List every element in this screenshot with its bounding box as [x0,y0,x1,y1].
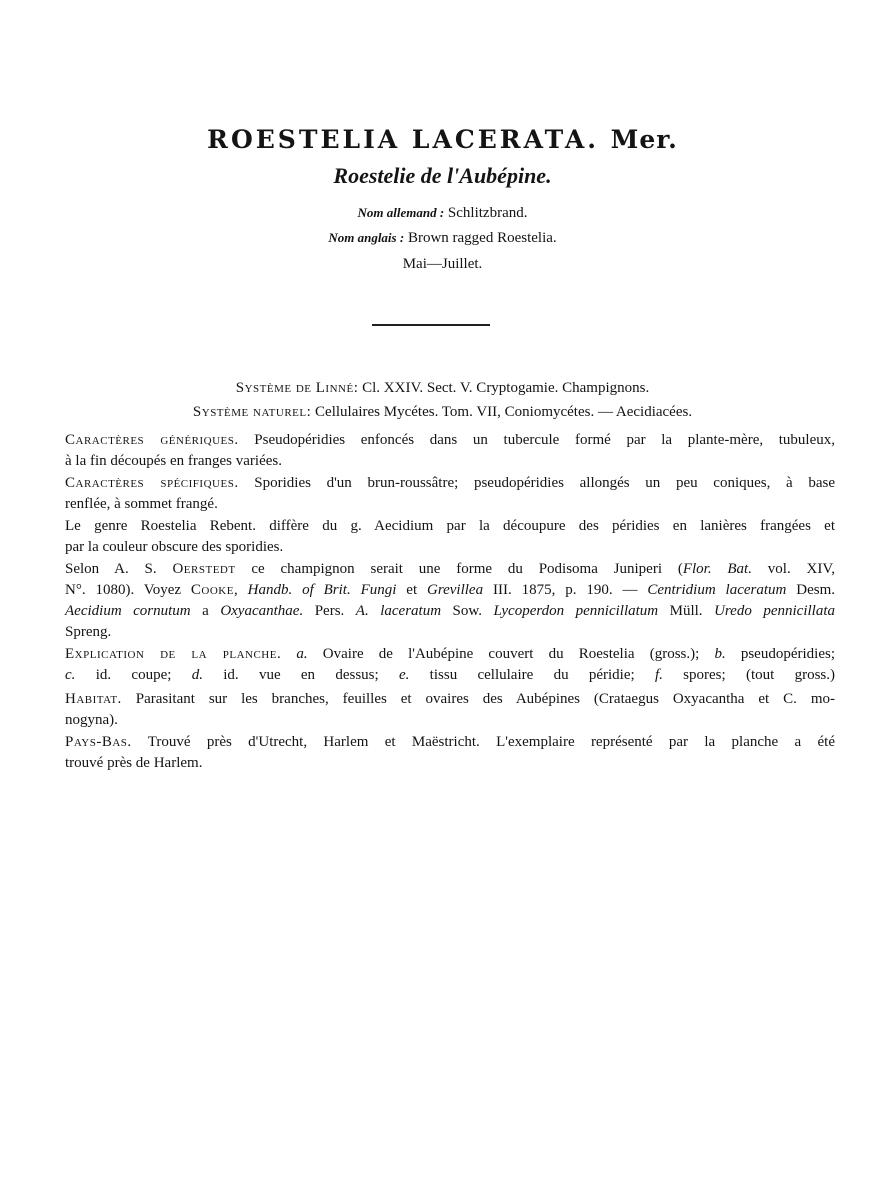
habitat-line-1 [65,689,835,710]
explication-line-1 [65,644,835,665]
explication-text: id. coupe; [75,667,192,683]
systeme-naturel-text: Cellulaires Mycétes. Tom. VII, Coniomycétes. — Aecidiacées. [315,404,693,420]
species-author: Mer. [610,125,678,154]
figure-letter: d. [191,667,203,683]
selon-paragraph [65,559,835,643]
figure-letter: f. [654,667,663,683]
generiques-label: Caractères génériques. [65,432,239,448]
selon-text: et [396,582,427,598]
explication-text: spores; (tout gross.) [662,667,835,683]
specifiques-text-1: Sporidies d'un brun-roussâtre; pseudopéridies allongés un peu coniques, à base [254,475,836,491]
systeme-naturel-line [0,404,885,421]
species-title [0,125,885,154]
synonym-aecidium-cornutum: Aecidium cornutum [65,603,191,619]
figure-letter: a. [296,646,308,662]
divider-rule [372,324,490,326]
selon-line-1 [65,559,835,580]
generiques-line-2: à la fin découpés en franges variées. [65,453,282,469]
specifiques-line-2: renflée, à sommet frangé. [65,496,218,512]
explication-paragraph [65,644,835,686]
german-name: Schlitzbrand. [447,205,528,221]
habitat-text-1: Parasitant sur les branches, feuilles et ovaires des Aubépines (Crataegus Oxyacantha et C. mo- [135,691,835,707]
pays-bas-text-1: Trouvé près d'Utrecht, Harlem et Maëstricht. L'exemplaire représenté par la planche a été [147,734,835,750]
genre-line-1: Le genre Roestelia Rebent. diffère du g. Aecidium par la découpure des péridies en lanières frangées et [65,518,835,534]
selon-text: a [190,603,221,619]
french-name: Roestelie de l'Aubépine. [333,163,552,188]
genre-paragraph [65,516,835,558]
selon-line-4: Spreng. [65,624,112,640]
explication-line-2 [65,665,835,686]
selon-text: ce champignon serait une forme du Podisoma Juniperi ( [235,561,683,577]
selon-text: Selon A. S. [65,561,173,577]
systeme-linne-text: Cl. XXIV. Sect. V. Cryptogamie. Champignons. [362,380,650,396]
synonym-oxyacanthae: Oxyacanthae. [220,603,304,619]
german-label: Nom allemand : [357,205,445,220]
selon-text: III. 1875, p. 190. — [483,582,648,598]
systeme-linne-line [0,380,885,397]
selon-text: Pers. [303,603,356,619]
figure-letter: b. [714,646,726,662]
explication-label: Explication de la planche. [65,646,282,662]
reference-handbook: Handb. of Brit. Fungi [247,582,397,598]
pays-bas-line-1 [65,732,835,753]
selon-text: Müll. [658,603,715,619]
systeme-linne-label: Système de Linné: [235,380,359,396]
explication-text: tissu cellulaire du péridie; [409,667,655,683]
author-oerstedt: Oerstedt [172,561,236,577]
pays-bas-label: Pays-Bas. [65,734,132,750]
english-label: Nom anglais : [328,230,405,245]
season: Mai—Juillet. [402,256,483,272]
selon-text: vol. XIV, [751,561,836,577]
synonym-lycoperdon: Lycoperdon pennicillatum [493,603,659,619]
caracteres-specifiques [65,473,835,515]
selon-line-2 [65,580,835,601]
species-name: ROESTELIA LACERATA. [207,125,599,154]
synonym-uredo: Uredo pennicillata [714,603,835,619]
selon-text: Sow. [441,603,494,619]
german-name-line [0,205,885,222]
english-name: Brown ragged Roestelia. [407,230,557,246]
systeme-naturel-label: Système naturel: [192,404,312,420]
selon-text: Desm. [786,582,836,598]
habitat-line-2: nogyna). [65,712,118,728]
reference-flor-bat: Flor. Bat. [682,561,752,577]
selon-text: N°. 1080). Voyez [65,582,191,598]
habitat-paragraph [65,689,835,731]
pays-bas-line-2: trouvé près de Harlem. [65,755,203,771]
specifiques-label: Caractères spécifiques. [65,475,239,491]
specifiques-line-1 [65,473,835,494]
generiques-line-1 [65,430,835,451]
selon-text: , [233,582,248,598]
synonym-centridium: Centridium laceratum [647,582,787,598]
explication-text: pseudopéridies; [725,646,835,662]
author-cooke: Cooke [190,582,234,598]
genre-line-2: par la couleur obscure des sporidies. [65,539,284,555]
habitat-label: Habitat. [65,691,122,707]
pays-bas-paragraph [65,732,835,774]
explication-text: Ovaire de l'Aubépine couvert du Roestelia (gross.); [307,646,715,662]
explication-text: id. vue en dessus; [202,667,399,683]
english-name-line [0,230,885,247]
figure-letter: e. [398,667,410,683]
generiques-text-1: Pseudopéridies enfoncés dans un tubercule formé par la plante-mère, tubuleux, [254,432,835,448]
figure-letter: c. [65,667,76,683]
synonym-a-laceratum: A. laceratum [355,603,442,619]
caracteres-generiques [65,430,835,472]
selon-line-3 [65,601,835,622]
reference-grevillea: Grevillea [427,582,484,598]
